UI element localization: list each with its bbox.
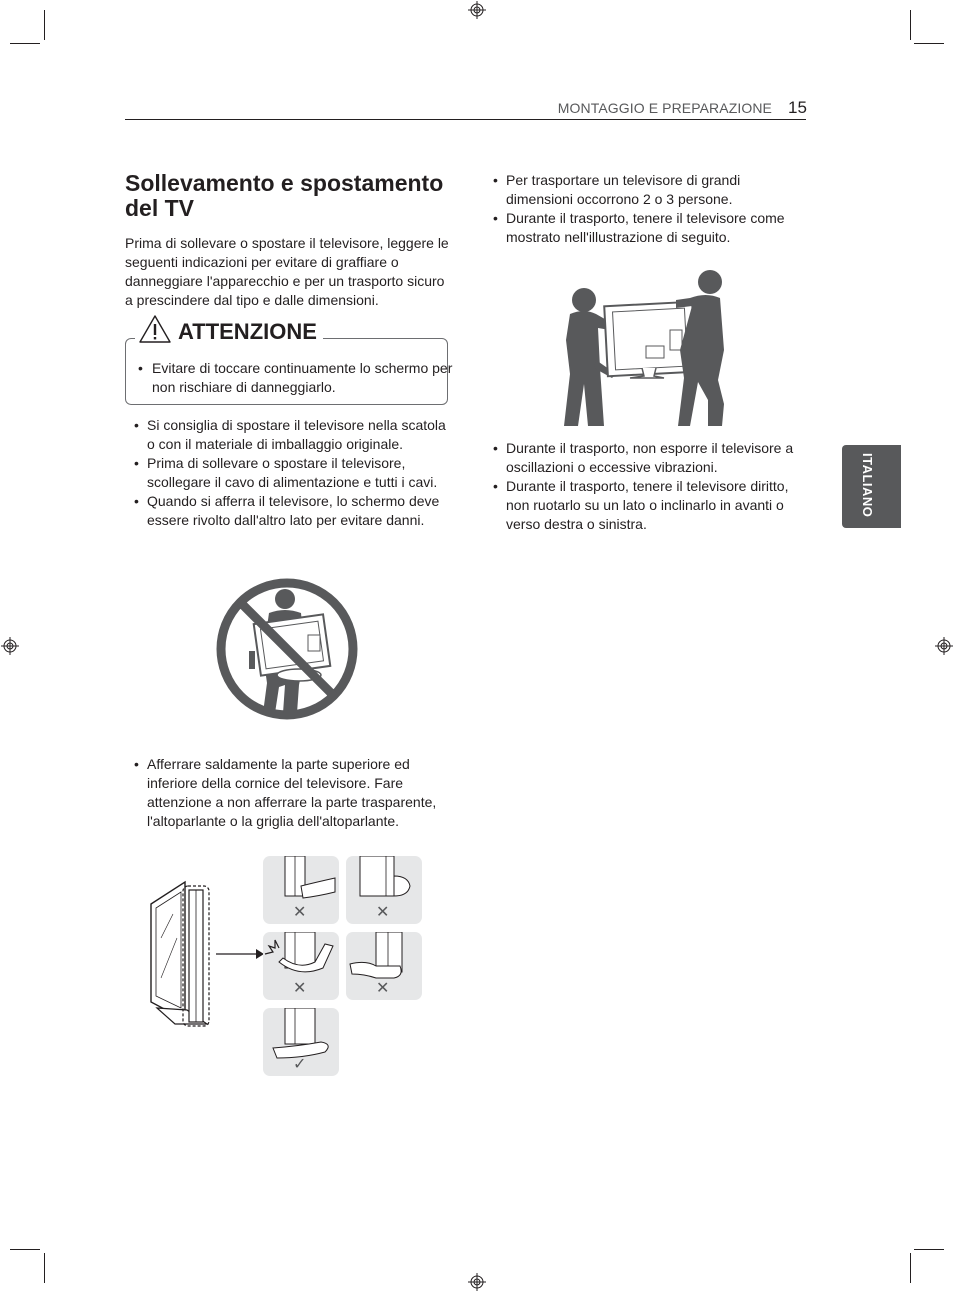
warning-triangle-icon <box>138 314 172 344</box>
two-person-carry-illustration <box>560 270 730 430</box>
list-item: • Prima di sollevare o spostare il televisore, scollegare il cavo di alimentazione e tutti i cavi. <box>125 454 450 492</box>
arrow-right-icon <box>216 948 264 960</box>
page-title: Sollevamento e spostamento del TV <box>125 170 444 221</box>
grip-panel-wrong-1 <box>263 856 339 924</box>
language-tab <box>842 445 901 528</box>
crop-mark <box>44 1253 45 1283</box>
crop-mark <box>10 1249 40 1250</box>
registration-mark-icon <box>468 1 486 19</box>
registration-mark-icon <box>935 637 953 655</box>
tv-side-view-illustration <box>147 878 217 1034</box>
correct-mark: ✓ <box>293 1056 307 1073</box>
crop-mark <box>910 1253 911 1283</box>
wrong-mark: ✕ <box>293 980 307 997</box>
crop-mark <box>10 43 40 44</box>
crop-mark <box>914 1249 944 1250</box>
page-number: 15 <box>788 98 807 117</box>
list-item: • Si consiglia di spostare il televisore nella scatola o con il materiale di imballaggio originale. <box>125 416 450 454</box>
wrong-mark: ✕ <box>376 980 390 997</box>
grip-panel-wrong-4 <box>346 932 422 1000</box>
crop-mark <box>910 10 911 40</box>
crop-mark <box>44 10 45 40</box>
bullet-list-left-1 <box>125 416 450 530</box>
bullet-list-left-2 <box>125 755 450 831</box>
caution-item: • Evitare di toccare continuamente lo schermo per non rischiare di danneggiarlo. <box>138 359 456 397</box>
grip-panel-correct <box>263 1008 339 1076</box>
bullet-list-right-1 <box>484 171 809 247</box>
grip-panel-wrong-2 <box>346 856 422 924</box>
bullet-list-right-2 <box>484 439 809 534</box>
registration-mark-icon <box>1 637 19 655</box>
list-item: • Durante il trasporto, tenere il televisore diritto, non ruotarlo su un lato o inclinarlo in avanti o verso destra o sinistra. <box>484 477 809 534</box>
section-header: MONTAGGIO E PREPARAZIONE <box>557 100 772 116</box>
wrong-mark: ✕ <box>293 904 307 921</box>
list-item: • Durante il trasporto, tenere il televisore come mostrato nell'illustrazione di seguito. <box>484 209 809 247</box>
grip-panel-wrong-3 <box>263 932 339 1000</box>
intro-paragraph: Prima di sollevare o spostare il televisore, leggere le seguenti indicazioni per evitare di graffiare o danneggiare l'apparecchio e per un trasporto sicuro a prescindere dal tipo e dalle dimensioni. <box>125 235 449 308</box>
list-item: • Durante il trasporto, non esporre il televisore a oscillazioni o eccessive vibrazioni. <box>484 439 809 477</box>
header-rule <box>125 119 806 120</box>
wrong-mark: ✕ <box>376 904 390 921</box>
prohibited-single-carry-illustration <box>213 575 361 723</box>
list-item: • Per trasportare un televisore di grandi dimensioni occorrono 2 o 3 persone. <box>484 171 809 209</box>
list-item: • Afferrare saldamente la parte superiore ed inferiore della cornice del televisore. Fare attenzione a non afferrare la parte trasparente, l'altoparlante o la griglia dell'altoparlante. <box>125 755 450 831</box>
crop-mark <box>914 43 944 44</box>
list-item: • Quando si afferra il televisore, lo schermo deve essere rivolto dall'altro lato per evitare danni. <box>125 492 450 530</box>
caution-label: ATTENZIONE <box>178 319 317 344</box>
caution-heading <box>135 314 323 344</box>
registration-mark-icon <box>468 1273 486 1291</box>
language-tab-label: ITALIANO <box>860 453 875 518</box>
